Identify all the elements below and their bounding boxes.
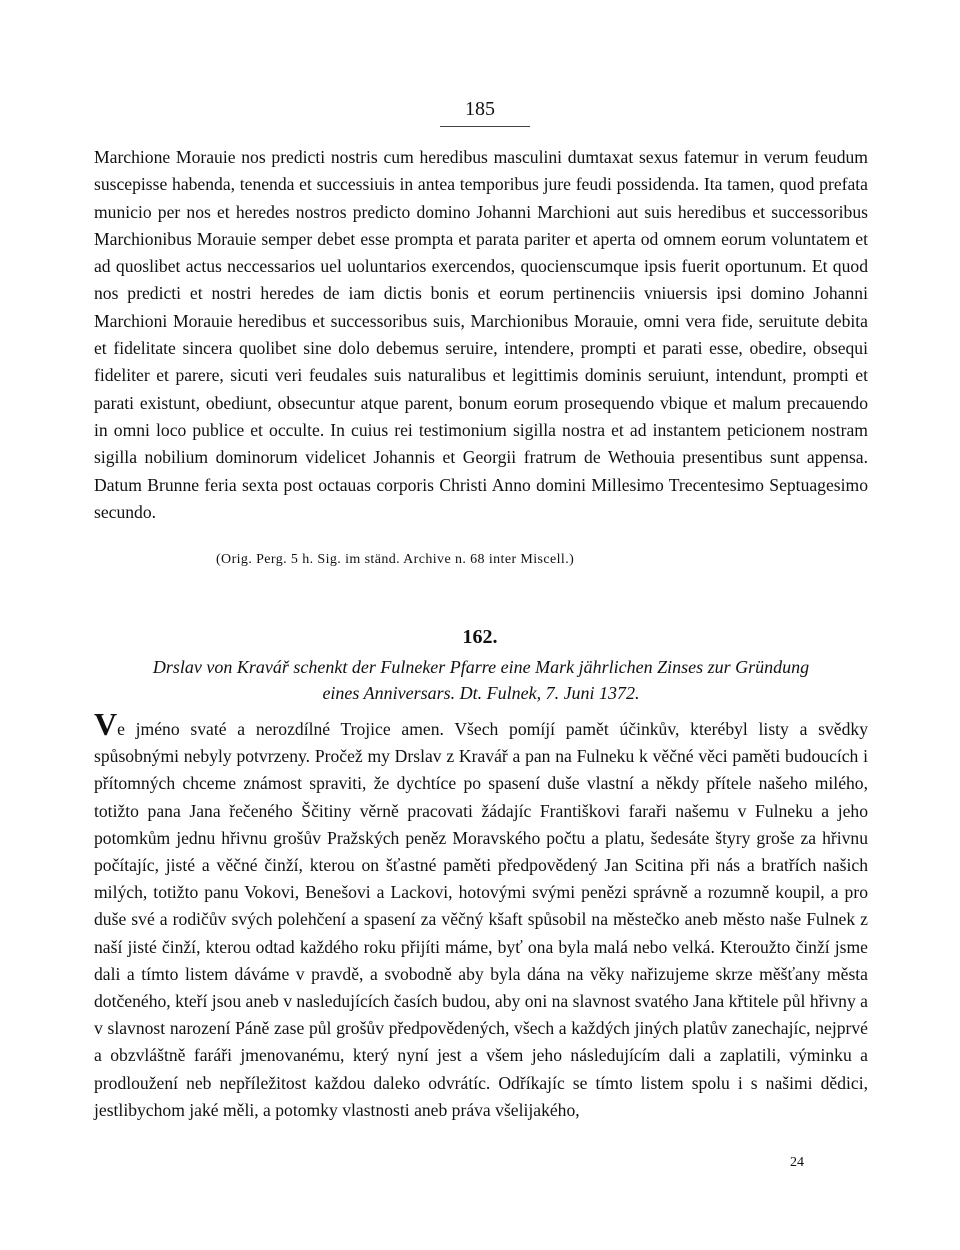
heading-line-2: eines Anniversars. Dt. Fulnek, 7. Juni 1372. [322, 683, 640, 703]
document-number: 162. [462, 626, 498, 648]
source-note: (Orig. Perg. 5 h. Sig. im ständ. Archive n. 68 inter Miscell.) [216, 552, 575, 567]
header-rule [440, 126, 530, 127]
document-heading [94, 654, 868, 706]
page-number: 185 [465, 98, 495, 120]
initial-letter: V [94, 706, 118, 742]
latin-charter-text: Marchione Morauie nos predicti nostris cum heredibus masculini dumtaxat sexus fatemur in verum feudum suscepisse habenda, tenenda et successiuis in antea temporibus jure feudi possidenda. Ita tamen, quod prefata municio per nos et heredes nostros predicto domino Johanni Marchioni aut suis heredibus et successoribus Marchionibus Morauie semper debet esse prompta et parata pariter et aperta od omnem eorum voluntatem et ad quoslibet actus neccessarios uel uoluntarios exercendos, quocienscumque ipsis fuerit oportunum. Et quod nos predicti et nostri heredes de iam dictis bonis et eorum pertinenciis vniuersis ipsi domino Johanni Marchioni Morauie heredibus et successoribus suis, Marchionibus Morauie, omni vera fide, seruitute debita et fidelitate sincera quolibet sine dolo debemus seruire, intendere, prompti et parati esse, obedire, obsequi fideliter et parere, sicuti veri feudales suis naturalibus et legittimis dominis seruiunt, intendunt, prompti et parati existunt, obediunt, obsecuntur atque parent, bonum eorum prosequendo vbique et malum precauendo in omni loco publice et occulte. In cuius rei testimonium sigilla nostra et ad instantem peticionem nostram sigilla nobilium dominorum videlicet Johannis et Georgii fratrum de Wethouia presentibus sunt appensa. Datum Brunne feria sexta post octauas corporis Christi Anno domini Millesimo Trecentesimo Septuagesimo secundo. [94, 147, 868, 522]
heading-line-1: Drslav von Kravář schenkt der Fulneker Pfarre eine Mark jährlichen Zinses zur Gründung [152, 657, 810, 677]
czech-body: e jméno svaté a nerozdílné Trojice amen. Všech pomíjí pamět účinkův, kterébyl listy a svědky spůsobnými nebyly potvrzeny. Pročež my Drslav z Kravář a pan na Fulneku k věčné věci paměti budoucích i přítomných chceme známost spraviti, že dychtíce po spasení duše vlastní a někdy přítele našeho milého, totižto pana Jana řečeného Ščitiny věrně pracovati žádajíc Františkovi faraři našemu v Fulneku a jeho potomkům jednu hřivnu grošův Pražských peněz Moravského počtu a platu, šedesáte štyry groše za hřivnu počítajíc, jisté a věčné činží, kterou on šťastné paměti předpovědený Jan Scitina při nás a bratřích našich milých, totižto panu Vokovi, Benešovi a Lackovi, hotovými svými penězi správně a rozumně koupil, a pro duše své a rodičův svých polehčení a spasení za věčný kšaft spůsobil na městečko aneb město naše Fulnek z naší jisté činží, kterou odtad každého roku přijíti máme, byť ona byla malá nebo velká. Kteroužto činží jsme dali a tímto listem dáváme v pravdě, a svobodně aby byla dána na věky nařizujeme skrze měšťany města dotčeného, kteří jsou aneb v nasledujících časích budou, aby oni na slavnost svatého Jana křtitele půl hřivny a v slavnost narození Páně zase půl grošův předpovědených, všech a každých jiných platův zanechajíc, nejprvé a obzvláštně faráři jmenovanému, který nyní jest a všem jeho následujícím dali a zaplatili, výminku a prodloužení neb nepříležitost každou daleko odvrátíc. Odříkajíc se tímto listem spolu i s našimi dědici, jestlibychom jaké měli, a potomky vlastnosti aneb práva všelijakého, [94, 719, 868, 1120]
czech-charter-text [94, 706, 868, 1124]
signature-mark: 24 [790, 1155, 804, 1170]
